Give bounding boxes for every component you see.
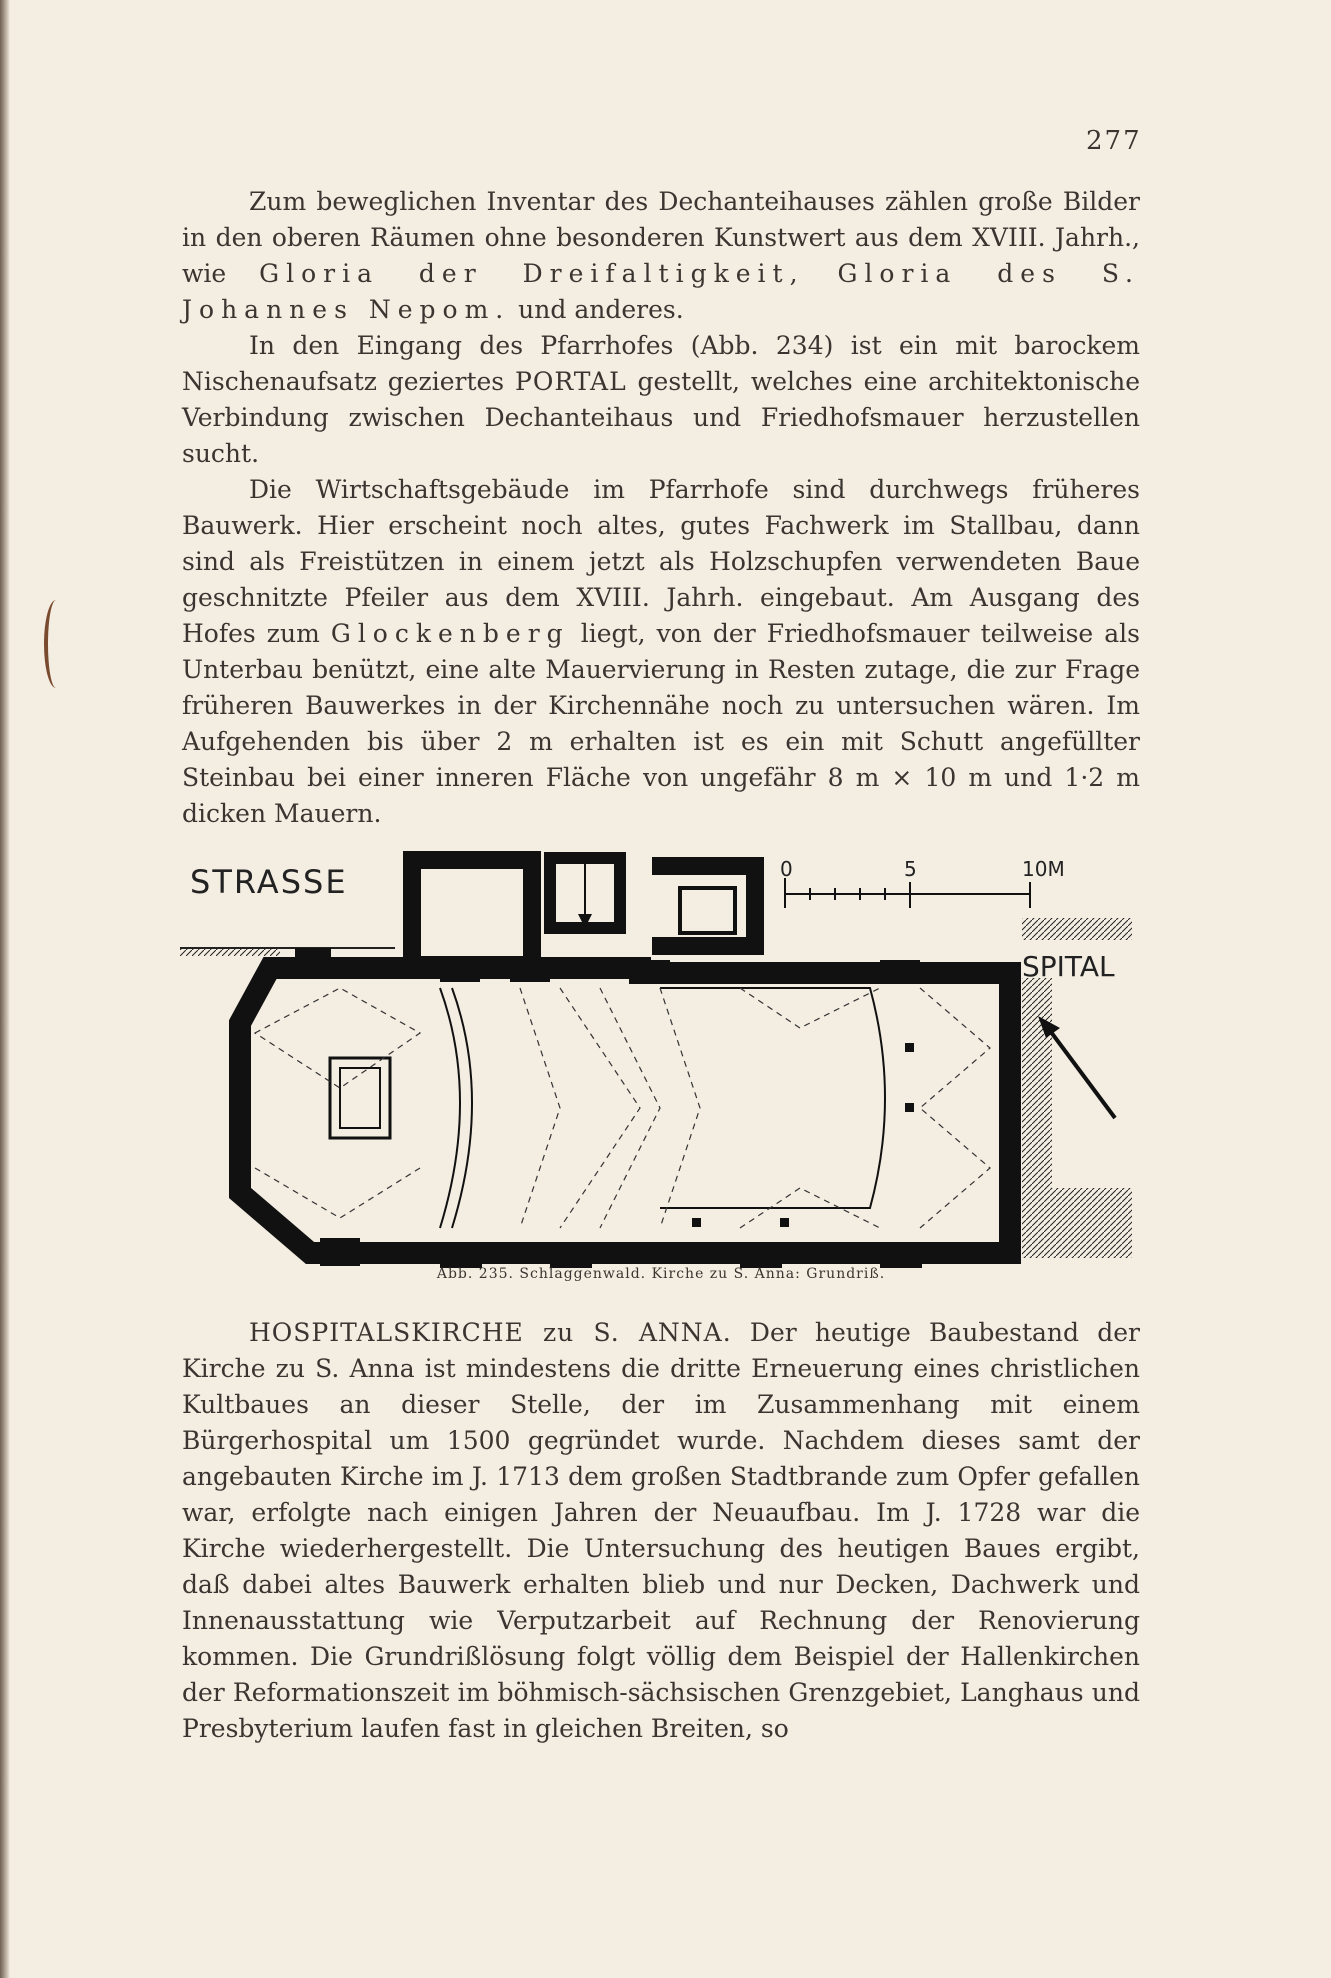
- text-block-bottom: [182, 1315, 1140, 1747]
- text-segment: liegt, von der Friedhofsmauer teilweise als Unterbau benützt, eine alte Mauervierung in Resten zutage, die zur Frage früheren Bauwerkes in der Kirchennähe noch zu untersuchen wären. Im Aufgehenden bis über 2 m erhalten ist es ein mit Schutt angefüllter Steinbau bei einer inneren Fläche von ungefähr 8 m × 10 m und 1·2 m dicken Mauern.: [182, 619, 1140, 828]
- spital-label: SPITAL: [1022, 950, 1115, 983]
- north-room-wall: [412, 860, 532, 965]
- text-segment: Der heutige Baubestand der Kirche zu S. Anna ist mindestens die dritte Erneuerung eines christlichen Kultbaues an dieser Stelle, der im Zusammenhang mit einem Bürgerhospital um 1500 gegründet wurde. Nachdem dieses samt der angebauten Kirche im J. 1713 dem großen Stadtbrande zum Opfer gefallen war, erfolgte nach einigen Jahren der Neuaufbau. Im J. 1728 war die Kirche wiederhergestellt. Die Untersuchung des heutigen Baues ergibt, daß dabei altes Bauwerk erhalten blieb und nur Decken, Dachwerk und Innenausstattung wie Verputzarbeit auf Rechnung der Renovierung kommen. Die Grundrißlösung folgt völlig dem Beispiel der Hallenkirchen der Reformationszeit im böhmisch-sächsischen Grenzgebiet, Langhaus und Presbyterium laufen fast in gleichen Breiten, so: [182, 1318, 1140, 1743]
- page-number: 277: [1086, 126, 1142, 156]
- chancel-arch: [440, 988, 460, 1228]
- street-label: STRASSE: [190, 863, 348, 901]
- church-wall: [240, 968, 1010, 1253]
- chancel-arch-2: [452, 988, 472, 1228]
- floor-plan-svg: [180, 848, 1140, 1268]
- street-hatch: [180, 948, 280, 956]
- altar-inner: [340, 1068, 380, 1128]
- stair: [680, 888, 735, 933]
- spital-hatch-side: [1022, 978, 1052, 1258]
- text-block-top: [182, 184, 1140, 832]
- scale-label-10: 10M: [1022, 857, 1065, 881]
- paragraph: [182, 1315, 1140, 1747]
- scale-bar: [785, 878, 1030, 908]
- text-segment: gestellt, welches eine architektonische Verbindung zwischen Dechanteihaus und Friedhofsmauer herzustellen sucht.: [182, 367, 1140, 468]
- text-segment: PORTAL: [515, 367, 627, 396]
- spital-hatch-top: [1022, 918, 1132, 940]
- text-segment: Die Wirtschaftsgebäude im Pfarrhofe sind durchwegs früheres Bauwerk. Hier erscheint noch altes, gutes Fachwerk im Stallbau, dann sind als Freistützen in einem jetzt als Holzschupfen verwendeten Baue geschnitzte Pfeiler aus dem XVIII. Jahrh. eingebaut. Am Ausgang des Hofes zum: [182, 475, 1140, 648]
- vault-lines: [255, 988, 990, 1228]
- paragraph: [182, 328, 1140, 472]
- north-arrow: [1048, 1028, 1115, 1118]
- pencil-mark: [44, 600, 68, 688]
- text-segment: Gloria des S. Johannes Nepom.: [182, 259, 1141, 324]
- text-segment: In den Eingang des Pfarrhofes (Abb. 234) ist ein mit barockem Nischenaufsatz geziertes: [182, 331, 1140, 396]
- scale-label-0: 0: [780, 857, 793, 881]
- paragraph: [182, 184, 1140, 328]
- floor-plan-figure: [180, 848, 1140, 1268]
- text-segment: Glockenberg: [330, 619, 570, 648]
- text-segment: Zum beweglichen Inventar des Dechanteihauses zählen große Bilder in den oberen Räumen ohne besonderen Kunstwert aus dem XVIII. Jahrh., wie: [182, 187, 1140, 288]
- text-segment: Gloria der Dreifaltigkeit,: [259, 259, 805, 288]
- text-segment: und anderes.: [510, 295, 684, 324]
- scale-label-5: 5: [904, 857, 917, 881]
- text-segment: [805, 259, 838, 288]
- gallery-outline: [660, 988, 885, 1208]
- figure-caption: Abb. 235. Schlaggenwald. Kirche zu S. Anna: Grundriß.: [436, 1266, 886, 1282]
- text-segment: HOSPITALSKIRCHE zu S. ANNA.: [249, 1318, 732, 1347]
- spital-hatch-bottom: [1052, 1188, 1132, 1258]
- page-edge: [0, 0, 10, 1978]
- paragraph: [182, 472, 1140, 832]
- pillars: [692, 1043, 914, 1227]
